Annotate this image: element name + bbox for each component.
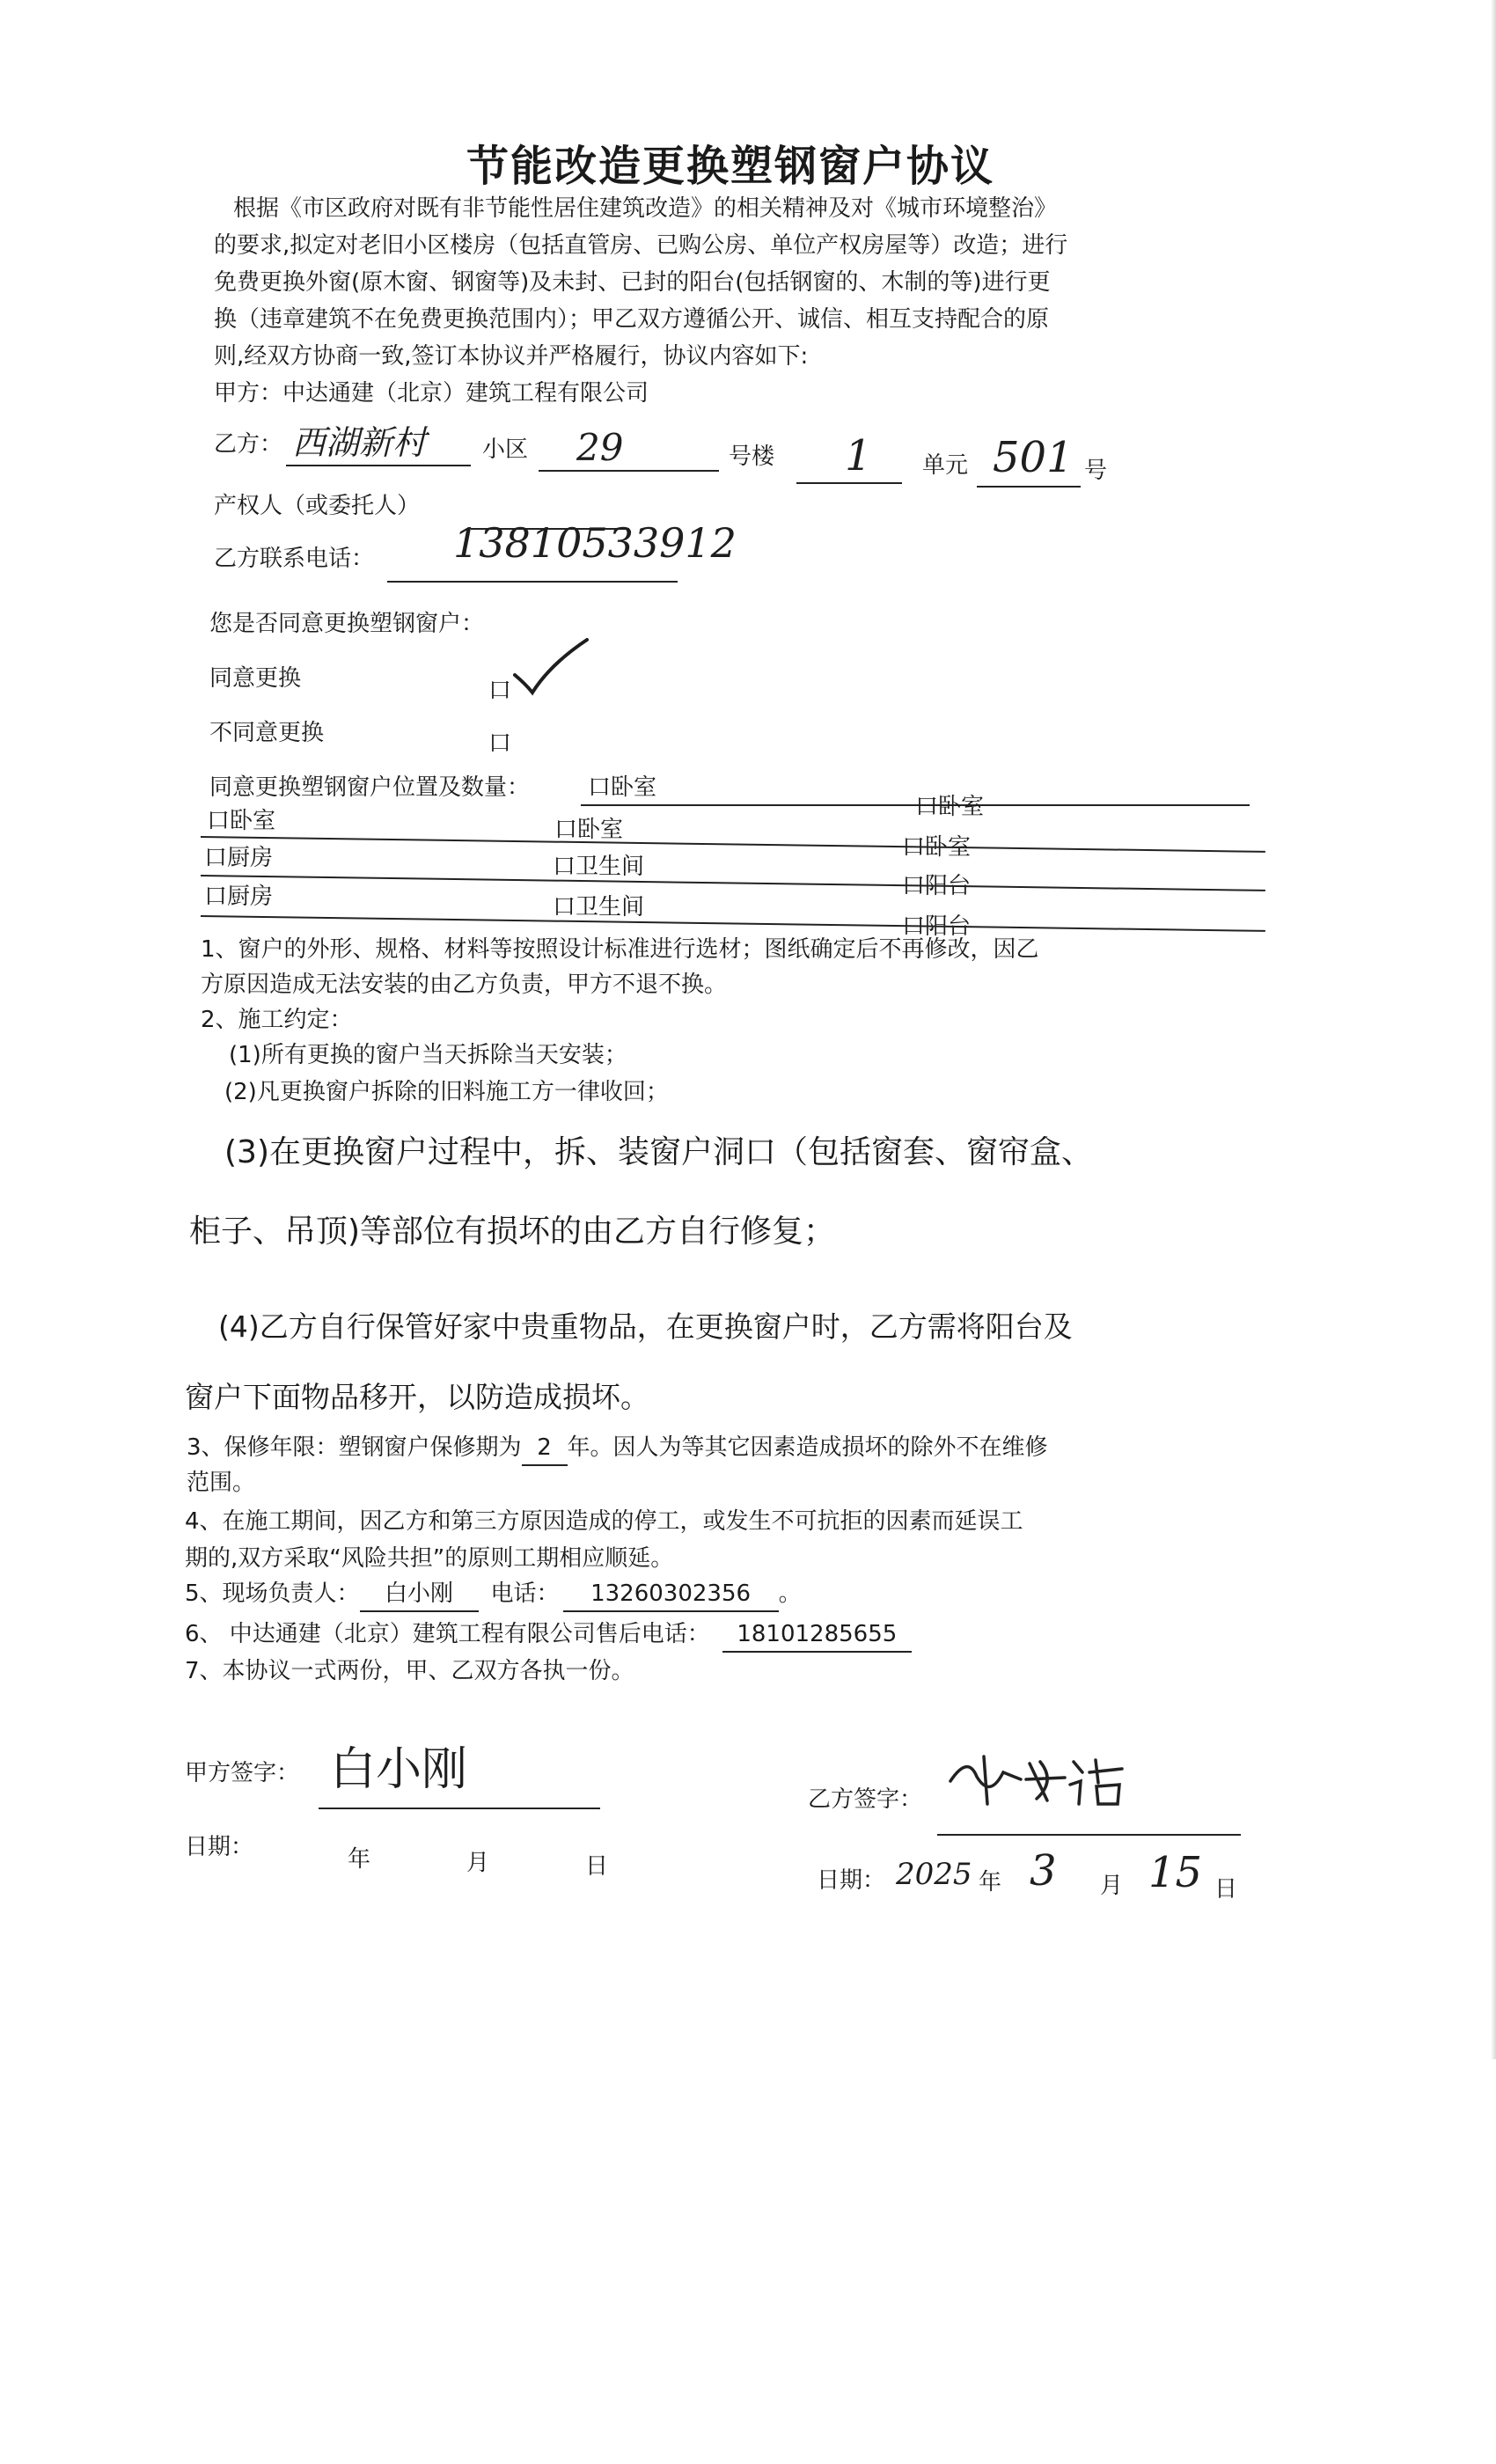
- community-suffix: 小区: [482, 436, 529, 463]
- party-b-signature: [942, 1746, 1144, 1816]
- clause5-end: 。: [778, 1580, 802, 1607]
- clause2-item-4-line-1: (4)乙方自行保管好家中贵重物品，在更换窗户时，乙方需将阳台及: [218, 1309, 1073, 1344]
- clause5-line: [185, 1577, 802, 1612]
- clause6-line: [185, 1617, 912, 1653]
- clause1-line-2: 方原因造成无法安装的由乙方负责，甲方不退不换。: [201, 972, 728, 998]
- phone-label: 乙方联系电话：: [214, 546, 375, 572]
- clause2-item-2: (2)凡更换窗户拆除的旧料施工方一律收回；: [224, 1079, 669, 1105]
- consent-question: 您是否同意更换塑钢窗户：: [209, 611, 485, 637]
- unit-underline: [796, 482, 902, 484]
- clause6-prefix: 6、 中达通建（北京）建筑工程有限公司售后电话：: [185, 1621, 710, 1647]
- after-sales-phone: 18101285655: [722, 1617, 912, 1653]
- date-a-year: 年: [348, 1846, 371, 1873]
- intro-line-2: 的要求,拟定对老旧小区楼房（包括直管房、已购公房、单位产权房屋等）改造；进行: [214, 232, 1068, 259]
- intro-line-3: 免费更换外窗(原木窗、钢窗等)及未封、已封的阳台(包括钢窗的、木制的等)进行更: [214, 269, 1051, 296]
- date-a-day: 日: [585, 1853, 609, 1880]
- clause5-prefix: 5、现场负责人：: [185, 1580, 360, 1607]
- unit-value: 1: [845, 431, 872, 480]
- date-b-day: 日: [1214, 1876, 1238, 1903]
- building-suffix: 号楼: [729, 444, 775, 470]
- sign-a-value: 白小刚: [330, 1743, 468, 1796]
- building-underline: [539, 470, 719, 472]
- location-line-1: [201, 836, 1265, 853]
- date-a-label: 日期：: [185, 1834, 254, 1860]
- scan-edge: [1491, 0, 1496, 2059]
- sign-a-label: 甲方签字：: [185, 1760, 300, 1786]
- phone-value: 13810533912: [453, 519, 737, 567]
- date-a-month: 月: [466, 1850, 490, 1876]
- clause3-line-2: 范围。: [187, 1470, 256, 1496]
- unit-suffix: 单元: [922, 452, 969, 479]
- clause2-item-3-line-1: (3)在更换窗户过程中，拆、装窗户洞口（包括窗套、窗帘盒、: [224, 1134, 1093, 1170]
- clause1-line-1: 1、窗户的外形、规格、材料等按照设计标准进行选材；图纸确定后不再修改，因乙: [201, 936, 1039, 963]
- party-a: 甲方：中达通建（北京）建筑工程有限公司: [214, 380, 649, 407]
- room-suffix: 号: [1084, 458, 1108, 484]
- room-value: 501: [993, 433, 1074, 482]
- intro-line-4: 换（违章建筑不在免费更换范围内）；甲乙双方遵循公开、诚信、相互支持配合的原: [214, 306, 1050, 333]
- disagree-checkbox[interactable]: 口: [488, 730, 512, 757]
- clause3-line-1: [187, 1431, 1048, 1466]
- location-line-3: [201, 915, 1265, 932]
- sign-b-label: 乙方签字：: [808, 1786, 923, 1813]
- phone-underline: [387, 581, 678, 583]
- location-label: 同意更换塑钢窗户位置及数量：: [209, 774, 531, 801]
- community-value: 西湖新村: [292, 423, 427, 462]
- intro-line-5: 则,经双方协商一致,签订本协议并严格履行，协议内容如下:: [214, 343, 809, 370]
- clause7: 7、本协议一式两份，甲、乙双方各执一份。: [185, 1658, 634, 1684]
- party-b-label: 乙方：: [214, 431, 283, 458]
- room-underline: [977, 486, 1081, 488]
- location-row-3-col-0: 口厨房: [204, 884, 274, 910]
- check-mark-icon: [506, 638, 594, 700]
- clause3-suffix: 年。因人为等其它因素造成损坏的除外不在维修: [567, 1434, 1048, 1461]
- clause5-phone-label: 电话：: [490, 1580, 560, 1607]
- clause2-title: 2、施工约定：: [201, 1007, 353, 1033]
- building-value: 29: [576, 426, 624, 469]
- clause2-item-4-line-2: 窗户下面物品移开，以防造成损坏。: [185, 1380, 649, 1414]
- clause2-item-3-line-2: 柜子、吊顶)等部位有损坏的由乙方自行修复；: [189, 1214, 836, 1250]
- clause2-item-1: (1)所有更换的窗户当天拆除当天安装；: [229, 1042, 627, 1068]
- date-b-year: 年: [979, 1869, 1002, 1896]
- location-row-1-col-0: 口卧室: [207, 808, 276, 834]
- warranty-years: 2: [522, 1431, 568, 1466]
- location-row-3-col-1: 口卫生间: [553, 894, 645, 920]
- location-row-1-col-1: 口卧室: [554, 817, 624, 843]
- location-row-2-col-1: 口卫生间: [553, 854, 645, 880]
- date-b-label: 日期：: [817, 1867, 886, 1894]
- agree-label: 同意更换: [209, 665, 302, 692]
- agree-checkbox[interactable]: 口: [488, 678, 512, 704]
- site-manager-phone: 13260302356: [563, 1577, 779, 1612]
- date-b-day-value: 15: [1148, 1848, 1203, 1897]
- date-b-month: 月: [1100, 1873, 1124, 1899]
- location-first: 口卧室: [588, 774, 657, 801]
- clause4-line-2: 期的,双方采取“风险共担”的原则工期相应顺延。: [185, 1545, 674, 1572]
- sign-b-underline: [937, 1834, 1241, 1836]
- clause4-line-1: 4、在施工期间，因乙方和第三方原因造成的停工，或发生不可抗拒的因素而延误工: [185, 1508, 1023, 1535]
- disagree-label: 不同意更换: [209, 720, 325, 746]
- clause3-prefix: 3、保修年限：塑钢窗户保修期为: [187, 1434, 522, 1461]
- date-b-year-value: 2025: [896, 1857, 972, 1892]
- date-b-month-value: 3: [1030, 1846, 1057, 1896]
- location-line-2: [201, 875, 1265, 891]
- intro-line-1: 根据《市区政府对既有非节能性居住建筑改造》的相关精神及对《城市环境整治》: [233, 195, 1058, 222]
- location-row-2-col-0: 口厨房: [204, 845, 274, 871]
- community-underline: [286, 465, 471, 466]
- location-row-0-col-2: 口卧室: [915, 794, 985, 820]
- document-title: 节能改造更换塑钢窗户协议: [466, 142, 995, 191]
- sign-a-underline: [319, 1808, 600, 1809]
- site-manager-name: 白小刚: [360, 1577, 479, 1612]
- owner-label: 产权人（或委托人）: [214, 493, 421, 519]
